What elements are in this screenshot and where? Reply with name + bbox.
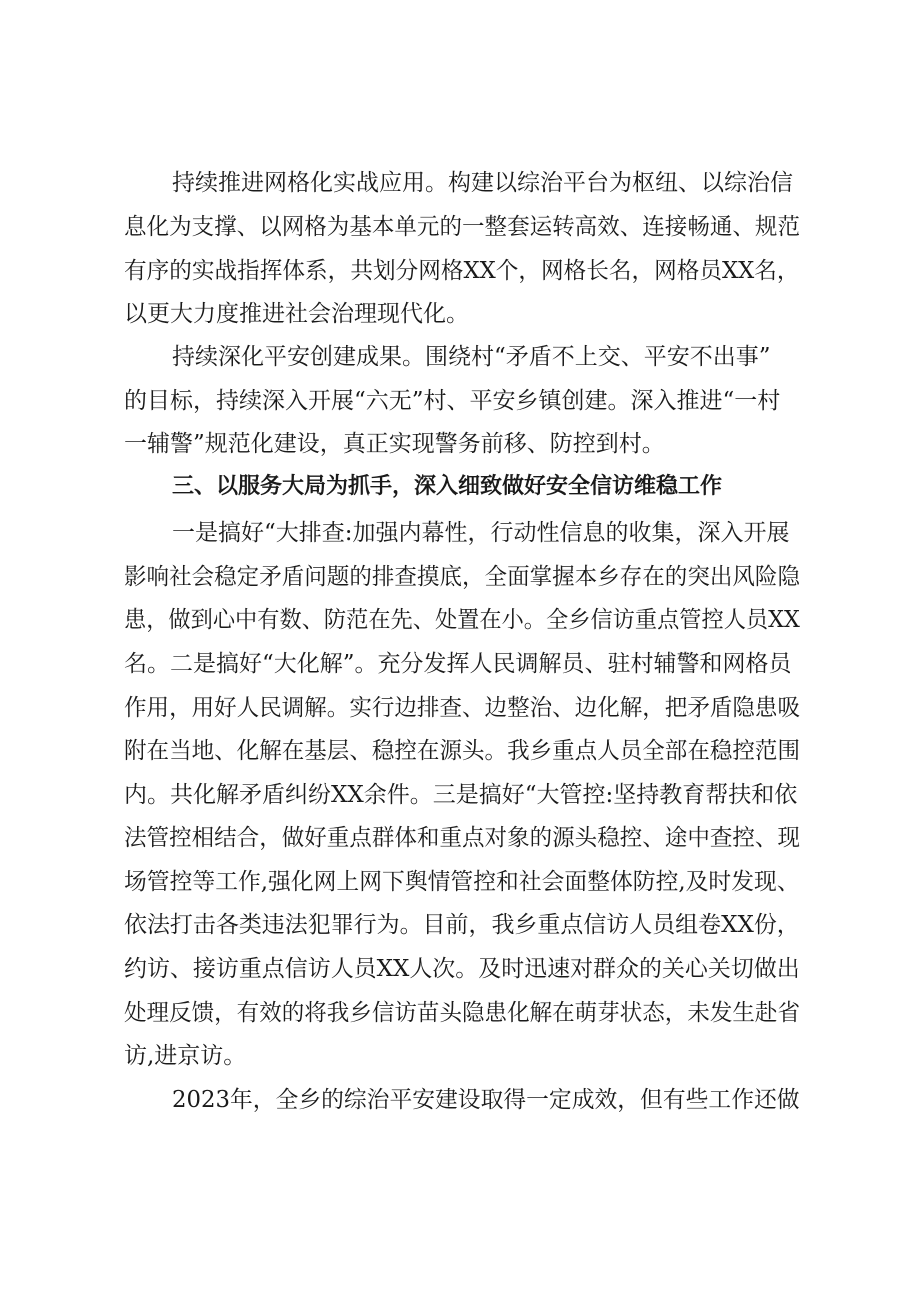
paragraph-1-line-3: 有序的实战指挥体系，共划分网格XX个，网格长名，网格员XX名， [124, 258, 800, 284]
paragraph-3-line-3: 患，做到心中有数、防范在先、处置在小。全乡信访重点管控人员XX [124, 607, 800, 633]
paragraph-3-line-1: 一是搞好“大排查:加强内幕性，行动性信息的收集，深入开展 [172, 520, 790, 546]
paragraph-2-line-1: 持续深化平安创建成果。围绕村“矛盾不上交、平安不出事” [172, 344, 771, 370]
paragraph-4-line-1: 2023年，全乡的综治平安建设取得一定成效，但有些工作还做 [172, 1087, 800, 1113]
paragraph-2-line-3: 一辅警”规范化建设，真正实现警务前移、防控到村。 [124, 431, 665, 457]
paragraph-1-line-1: 持续推进网格化实战应用。构建以综治平台为枢纽、以综治信 [172, 170, 793, 196]
paragraph-3-line-7: 内。共化解矛盾纠纷XX余件。三是搞好“大管控:坚持教育帮扶和依 [124, 782, 798, 808]
paragraph-3-line-12: 处理反馈，有效的将我乡信访苗头隐患化解在萌芽状态，未发生赴省 [124, 1000, 800, 1026]
paragraph-3-line-9: 场管控等工作,强化网上网下舆情管控和社会面整体防控,及时发现、 [124, 869, 800, 895]
paragraph-3-line-8: 法管控相结合，做好重点群体和重点对象的源头稳控、途中查控、现 [124, 825, 800, 851]
paragraph-3-line-4: 名。二是搞好“大化解”。充分发挥人民调解员、驻村辅警和网格员 [124, 651, 792, 677]
paragraph-3-line-5: 作用，用好人民调解。实行边排查、边整治、边化解，把矛盾隐患吸 [124, 695, 800, 721]
paragraph-3-line-11: 约访、接访重点信访人员XX人次。及时迅速对群众的关心关切做出 [124, 956, 800, 982]
paragraph-3-line-2: 影响社会稳定矛盾问题的排查摸底，全面掌握本乡存在的突出风险隐 [124, 564, 800, 590]
section-heading: 三、以服务大局为抓手，深入细致做好安全信访维稳工作 [172, 474, 723, 499]
paragraph-1-line-4: 以更大力度推进社会治理现代化。 [124, 301, 469, 327]
paragraph-3-line-6: 附在当地、化解在基层、稳控在源头。我乡重点人员全部在稳控范围 [124, 738, 800, 764]
paragraph-3-line-10: 依法打击各类违法犯罪行为。目前，我乡重点信访人员组卷XX份， [124, 912, 800, 938]
paragraph-1-line-2: 息化为支撑、以网格为基本单元的一整套运转高效、连接畅通、规范 [124, 214, 800, 240]
paragraph-3-line-13: 访,进京访。 [124, 1043, 247, 1069]
paragraph-2-line-2: 的目标，持续深入开展“六无”村、平安乡镇创建。深入推进“一村 [124, 388, 781, 414]
